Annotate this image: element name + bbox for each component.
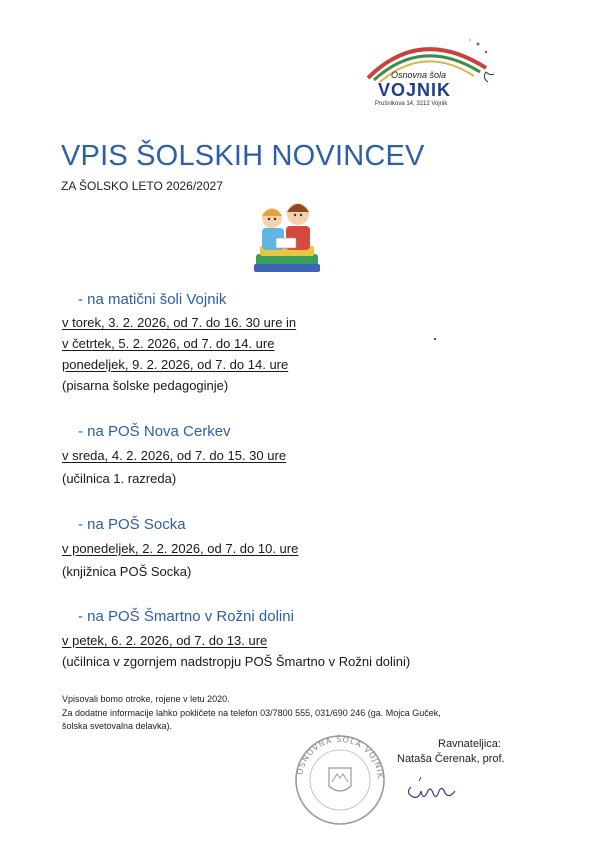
schedule-line: ponedeljek, 9. 2. 2026, od 7. do 14. ure [62, 357, 289, 372]
school-stamp [285, 728, 395, 826]
section-heading-smartno: - na POŠ Šmartno v Rožni dolini [78, 608, 294, 625]
page-title: VPIS ŠOLSKIH NOVINCEV [61, 140, 425, 172]
location-note: (učilnica 1. razreda) [62, 471, 177, 486]
section-heading-socka: - na POŠ Socka [78, 516, 186, 533]
schedule-line: v torek, 3. 2. 2026, od 7. do 16. 30 ure in [62, 315, 297, 330]
schedule-line: v ponedeljek, 2. 2. 2026, od 7. do 10. ure [62, 541, 299, 556]
section-heading-vojnik: - na matični šoli Vojnik [78, 291, 227, 308]
location-note: (pisarna šolske pedagoginje) [62, 378, 229, 393]
schedule-line: v petek, 6. 2. 2026, od 7. do 13. ure [62, 633, 268, 648]
logo-address: Prušnikova 14, 3212 Vojnik [375, 101, 448, 107]
handwritten-signature [405, 773, 465, 803]
signature-role: Ravnateljica: [438, 738, 501, 750]
contact-info-continued: šolska svetovalna delavka). [62, 721, 173, 731]
scan-artifact [434, 338, 436, 340]
section-heading-nova-cerkev: - na POŠ Nova Cerkev [78, 423, 231, 440]
svg-text:OSNOVNA ŠOLA VOJNIK: OSNOVNA ŠOLA VOJNIK [295, 734, 386, 780]
location-note: (knjižnica POŠ Socka) [62, 564, 192, 579]
logo-school-name: VOJNIK [378, 80, 452, 100]
logo-school-type: Osnovna šola [391, 70, 447, 80]
schedule-line: v četrtek, 5. 2. 2026, od 7. do 14. ure [62, 336, 275, 351]
location-note: (učilnica v zgornjem nadstropju POŠ Šmartno v Rožni dolini) [62, 654, 411, 669]
children-with-books-illustration [246, 198, 326, 276]
page-subtitle: ZA ŠOLSKO LETO 2026/2027 [61, 179, 223, 193]
contact-info: Za dodatne informacije lahko pokličete na telefon 03/7800 555, 031/690 246 (ga. Mojca Guček, [62, 708, 441, 718]
signature-name: Nataša Čerenak, prof. [397, 753, 505, 765]
schedule-line: v sreda, 4. 2. 2026, od 7. do 15. 30 ure [62, 448, 287, 463]
enrollment-note: Vpisovali bomo otroke, rojene v letu 2020. [62, 694, 230, 704]
